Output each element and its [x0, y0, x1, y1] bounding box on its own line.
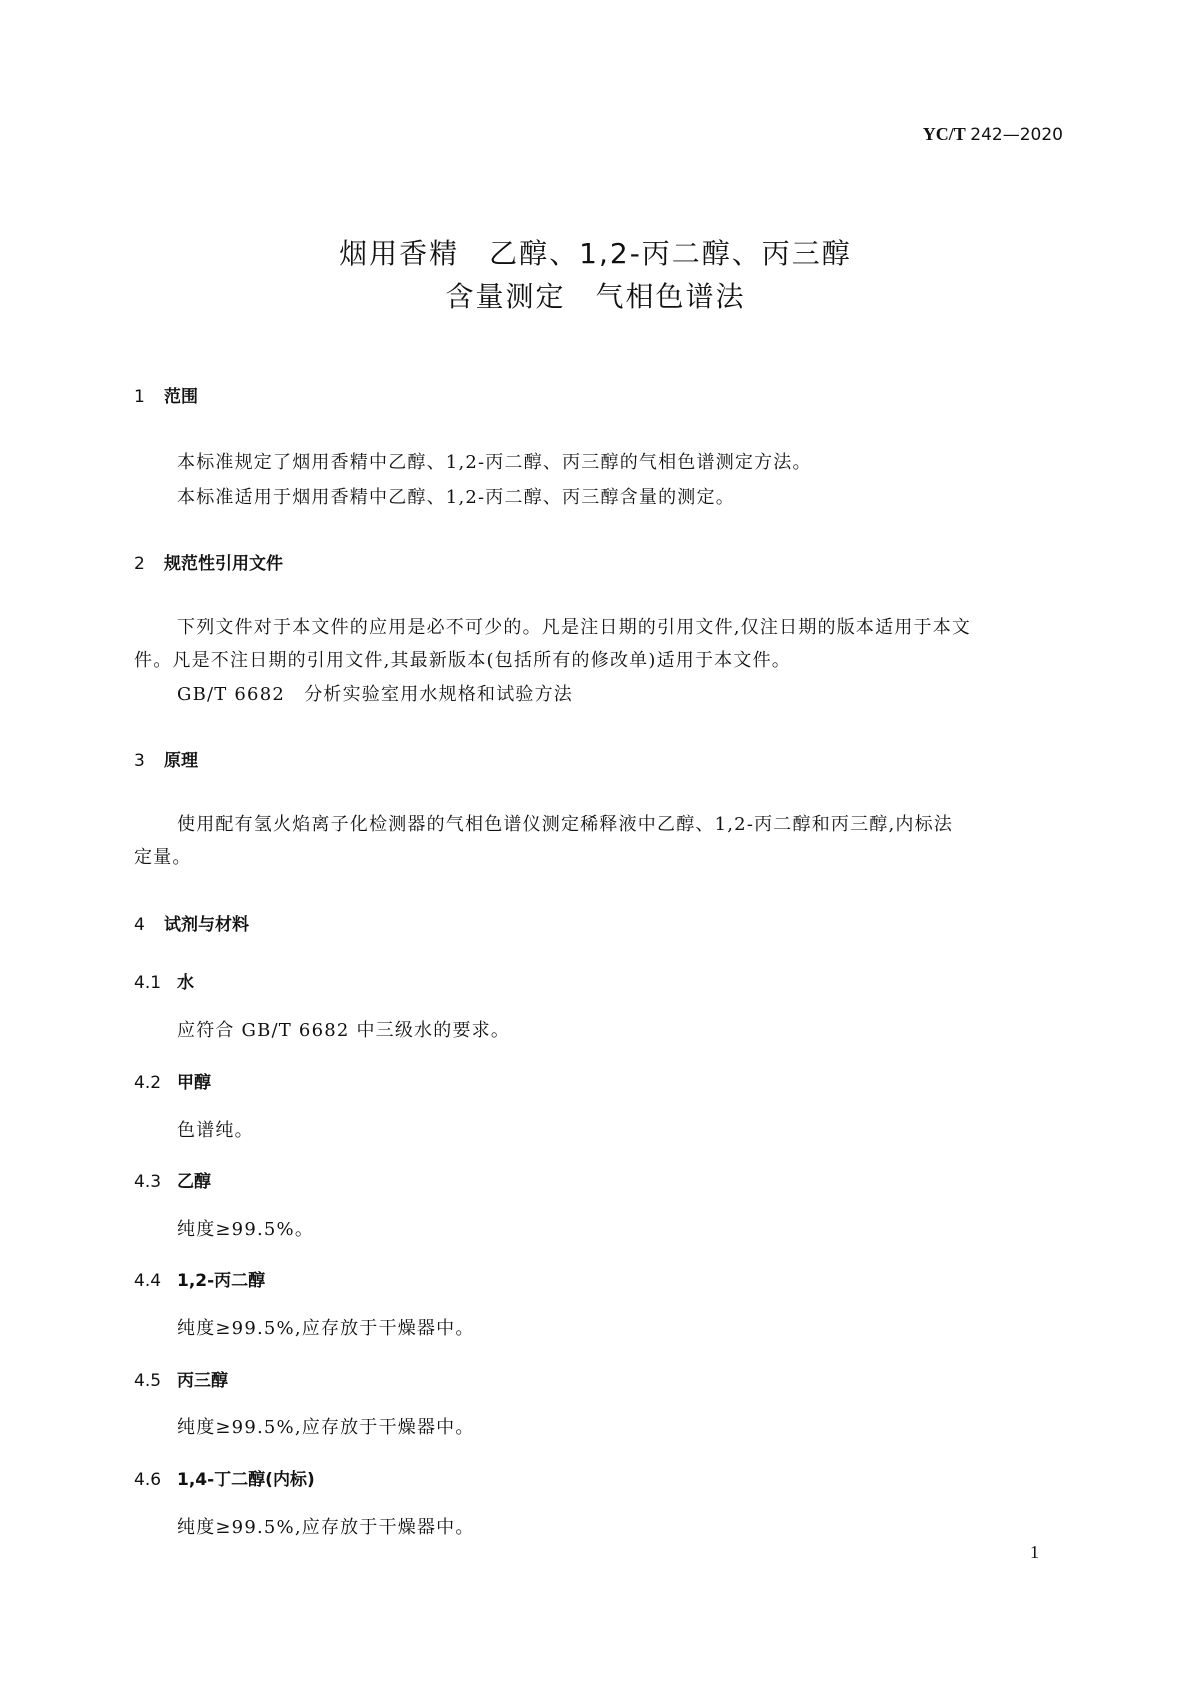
subsection-number: 4.1 — [134, 973, 162, 993]
subsection-4-3-text: 纯度≥99.5%。 — [177, 1219, 315, 1240]
subsection-number: 4.3 — [134, 1172, 162, 1192]
standard-prefix: YC/T — [922, 124, 966, 144]
subsection-4-4-heading — [134, 1266, 265, 1291]
subsection-title: 乙醇 — [177, 1172, 211, 1192]
section-number: 1 — [134, 387, 145, 407]
document-title-line2: 含量测定 气相色谱法 — [445, 280, 746, 313]
section-number: 3 — [134, 751, 145, 771]
subsection-title: 1,4-丁二醇(内标) — [177, 1470, 315, 1490]
section-1-para-2: 本标准适用于烟用香精中乙醇、1,2-丙二醇、丙三醇含量的测定。 — [177, 487, 735, 508]
standard-code — [923, 124, 1063, 145]
section-3-para-line1: 使用配有氢火焰离子化检测器的气相色谱仪测定稀释液中乙醇、1,2-丙二醇和丙三醇,内标法 — [177, 814, 954, 835]
document-title-line1: 烟用香精 乙醇、1,2-丙二醇、丙三醇 — [339, 237, 852, 270]
section-3-para-line2: 定量。 — [134, 847, 192, 868]
standard-number: 242—2020 — [970, 125, 1063, 145]
subsection-number: 4.4 — [134, 1271, 162, 1291]
section-title: 规范性引用文件 — [164, 554, 283, 574]
subsection-4-5-text: 纯度≥99.5%,应存放于干燥器中。 — [177, 1417, 475, 1438]
subsection-number: 4.2 — [134, 1073, 162, 1093]
section-title: 试剂与材料 — [164, 915, 249, 935]
subsection-4-6-heading — [134, 1465, 315, 1490]
subsection-4-1-heading — [134, 968, 194, 993]
section-4-heading — [134, 910, 249, 935]
section-number: 2 — [134, 554, 145, 574]
subsection-4-5-heading — [134, 1366, 228, 1391]
section-2-para-line1: 下列文件对于本文件的应用是必不可少的。凡是注日期的引用文件,仅注日期的版本适用于本文 — [177, 617, 972, 638]
section-1-para-1: 本标准规定了烟用香精中乙醇、1,2-丙二醇、丙三醇的气相色谱测定方法。 — [177, 452, 812, 473]
subsection-number: 4.5 — [134, 1371, 162, 1391]
section-2-heading — [134, 549, 283, 574]
subsection-4-2-heading — [134, 1068, 211, 1093]
section-2-para-line2: 件。凡是不注日期的引用文件,其最新版本(包括所有的修改单)适用于本文件。 — [134, 650, 791, 671]
subsection-4-2-text: 色谱纯。 — [177, 1120, 254, 1141]
section-3-heading — [134, 746, 198, 771]
subsection-4-3-heading — [134, 1167, 211, 1192]
subsection-4-4-text: 纯度≥99.5%,应存放于干燥器中。 — [177, 1318, 475, 1339]
subsection-title: 1,2-丙二醇 — [177, 1271, 266, 1291]
section-1-heading — [134, 382, 198, 407]
page-number: 1 — [1030, 1542, 1039, 1562]
section-title: 范围 — [164, 387, 198, 407]
subsection-title: 甲醇 — [177, 1073, 211, 1093]
subsection-number: 4.6 — [134, 1470, 162, 1490]
subsection-title: 水 — [177, 973, 194, 993]
subsection-4-6-text: 纯度≥99.5%,应存放于干燥器中。 — [177, 1517, 475, 1538]
section-title: 原理 — [164, 751, 198, 771]
subsection-4-1-text: 应符合 GB/T 6682 中三级水的要求。 — [177, 1020, 511, 1041]
normative-reference: GB/T 6682 分析实验室用水规格和试验方法 — [177, 684, 574, 705]
section-number: 4 — [134, 915, 145, 935]
subsection-title: 丙三醇 — [177, 1371, 228, 1391]
